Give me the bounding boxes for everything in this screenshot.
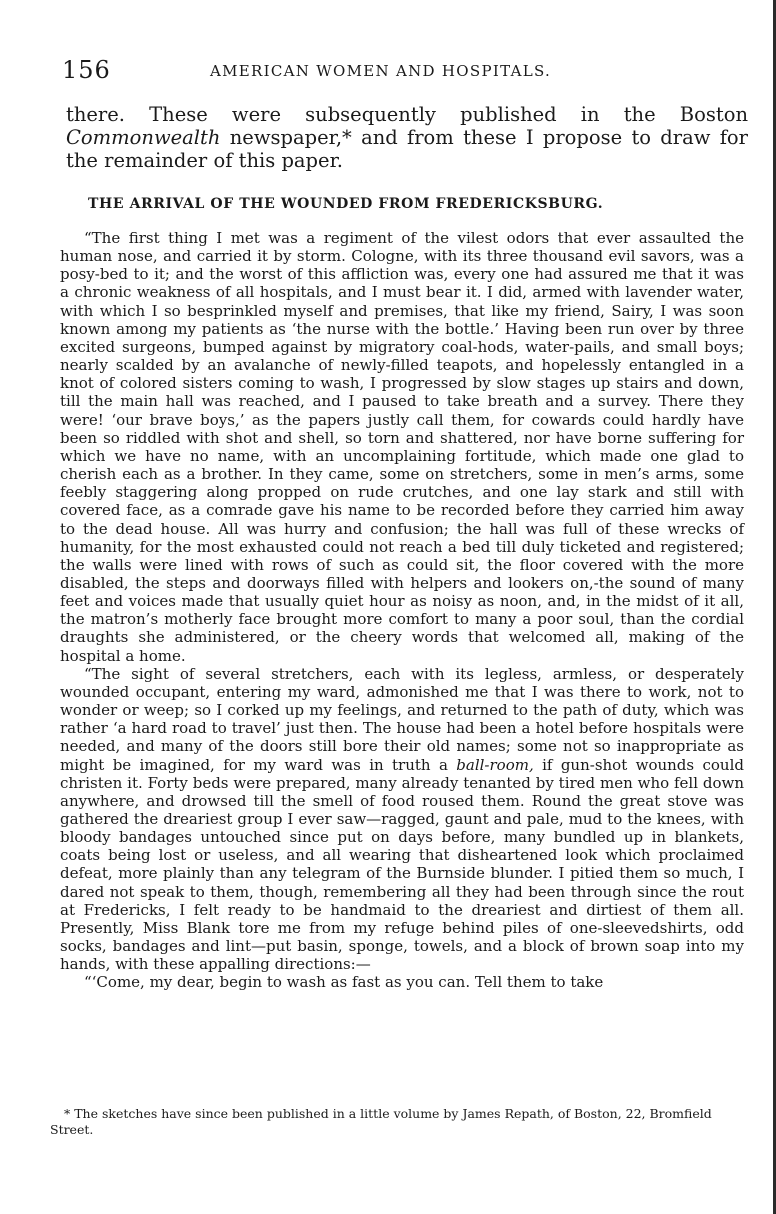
- page-number: 156: [62, 56, 111, 84]
- footnote: * The sketches have since been published in a little volume by James Repath, of Boston, 22, Bromfield Street.: [50, 1106, 712, 1137]
- intro-text-end: newspaper,* and from these I propose to draw for the remainder of this paper.: [66, 126, 748, 172]
- paragraph-stretchers-start: “The sight of several stretchers, each with its legless, armless, or desperately wounded occupant, entering my ward, admonished me that I was there to work, not to wonder or weep; so I corked up my feelings, and returned to the path of duty, which was rather ‘a hard road to travel’ just then. The house had been a hotel before hospitals were needed, and many of the doors still bore their old names; some not so inappropriate as might be imagined, for my ward was in truth a: [60, 664, 744, 774]
- paragraph-stretchers: [60, 665, 744, 974]
- intro-paragraph: [66, 103, 748, 172]
- intro-text-start: there. These were subsequently published in the Boston: [66, 103, 748, 126]
- page-header: [62, 56, 742, 84]
- body-text: [60, 229, 744, 992]
- section-heading: THE ARRIVAL OF THE WOUNDED FROM FREDERICKSBURG.: [88, 196, 604, 212]
- running-head: AMERICAN WOMEN AND HOSPITALS.: [210, 62, 552, 80]
- paragraph-instructions: “‘Come, my dear, begin to wash as fast as you can. Tell them to take: [84, 973, 604, 992]
- intro-italic-title: Commonwealth: [66, 126, 221, 149]
- paragraph-stretchers-italic: ball-room,: [456, 755, 534, 774]
- paragraph-stretchers-end: if gun-shot wounds could christen it. Forty beds were prepared, many already tenanted by tired men who fell down anywhere, and drowsed till the smell of food roused them. Round the great stove was gathered the dreariest group I ever saw—ragged, gaunt and pale, mud to the knees, with bloody bandages untouched since put on days before, many bundled up in blankets, coats being lost or useless, and all wearing that disheartened look which proclaimed defeat, more plainly than any telegram of the Burnside blunder. I pitied them so much, I dared not speak to them, though, remembering all they had been through since the rout at Fredericks, I felt ready to be handmaid to the dreariest and dirtiest of them all. Presently, Miss Blank tore me from my refuge behind piles of one-sleevedshirts, odd socks, bandages and lint—put basin, sponge, towels, and a block of brown soap into my hands, with these appalling directions:—: [60, 755, 744, 974]
- paragraph-arrival: “The first thing I met was a regiment of the vilest odors that ever assaulted the human nose, and carried it by storm. Cologne, with its three thousand evil savors, was a posy-bed to it; and the worst of this affliction was, every one had assured me that it was a chronic weakness of all hospitals, and I must bear it. I did, armed with lavender water, with which I so besprinkled myself and premises, that like my friend, Sairy, I was soon known among my patients as ‘the nurse with the bottle.’ Having been run over by three excited surgeons, bumped against by migratory coal-hods, water-pails, and small boys; nearly scalded by an avalanche of newly-filled teapots, and hopelessly entangled in a knot of colored sisters coming to wash, I progressed by slow stages up stairs and down, till the main hall was reached, and I paused to take breath and a survey. There they were! ‘our brave boys,’ as the papers justly call them, for cowards could hardly have been so riddled with shot and shell, so torn and shattered, nor have borne suffering for which we have no name, with an uncomplaining fortitude, which made one glad to cherish each as a brother. In they came, some on stretchers, some in men’s arms, some feebly staggering along propped on rude crutches, and one lay stark and still with covered face, as a comrade gave his name to be recorded before they carried him away to the dead house. All was hurry and confusion; the hall was full of these wrecks of humanity, for the most exhausted could not reach a bed till duly ticketed and registered; the walls were lined with rows of such as could sit, the floor covered with the more disabled, the steps and doorways filled with helpers and lookers on,-the sound of many feet and voices made that usually quiet hour as noisy as noon, and, in the midst of it all, the matron’s motherly face brought more comfort to many a poor soul, than the cordial draughts she administered, or the cheery words that welcomed all, making of the hospital a home.: [60, 229, 744, 665]
